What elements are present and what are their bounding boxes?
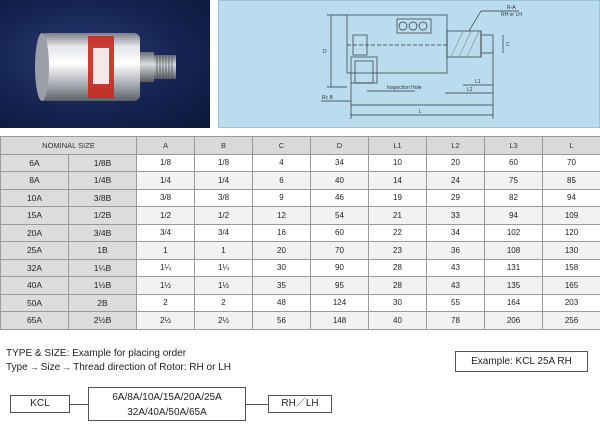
cell-size-a: 32A: [1, 259, 69, 277]
arrow-right-icon: →: [29, 362, 39, 372]
cell-d: 40: [311, 172, 369, 190]
cell-a: 3/4: [137, 224, 195, 242]
order-note-formula: [6, 362, 231, 373]
cell-a: 1/2: [137, 207, 195, 225]
cell-l1: 10: [369, 154, 427, 172]
cell-l2: 29: [427, 189, 485, 207]
table-row: [1, 242, 600, 260]
cell-l1: 23: [369, 242, 427, 260]
table-row: [1, 189, 600, 207]
cell-c: 6: [253, 172, 311, 190]
cell-size-a: 40A: [1, 277, 69, 295]
cell-b: 3/8: [195, 189, 253, 207]
drawing-dim-l1: L1: [475, 79, 481, 85]
thread-direction-box: RH／LH: [268, 395, 332, 413]
header-l2: L2: [427, 137, 485, 155]
cell-b: 3/4: [195, 224, 253, 242]
flow-connector: [70, 404, 88, 405]
table-row: [1, 224, 600, 242]
size-options-line1: 6A/8A/10A/15A/20A/25A: [112, 392, 222, 403]
formula-type: Type: [6, 362, 28, 373]
cell-a: 1½: [137, 277, 195, 295]
cell-d: 90: [311, 259, 369, 277]
cell-size-a: 65A: [1, 312, 69, 330]
table-row: [1, 172, 600, 190]
cell-size-a: 8A: [1, 172, 69, 190]
table-header-row: [1, 137, 600, 155]
cell-l3: 60: [485, 154, 543, 172]
header-l3: L3: [485, 137, 543, 155]
cell-a: 1: [137, 242, 195, 260]
spec-table: [0, 136, 600, 330]
cell-l: 120: [543, 224, 600, 242]
rotary-joint-photo: [0, 0, 210, 128]
table-row: [1, 277, 600, 295]
cell-l1: 40: [369, 312, 427, 330]
cell-l2: 34: [427, 224, 485, 242]
cell-l2: 36: [427, 242, 485, 260]
drawing-rotation-label: RH or LH: [501, 12, 522, 18]
cell-l3: 131: [485, 259, 543, 277]
header-d: D: [311, 137, 369, 155]
table-row: [1, 312, 600, 330]
type-box: KCL: [10, 395, 70, 413]
cell-l2: 43: [427, 277, 485, 295]
drawing-inspection-label: Inspection Hole: [387, 85, 422, 91]
table-row: [1, 207, 600, 225]
table-row: [1, 259, 600, 277]
cell-d: 124: [311, 294, 369, 312]
cell-size-b: 1/8B: [69, 154, 137, 172]
flow-connector: [246, 404, 268, 405]
header-c: C: [253, 137, 311, 155]
cell-l3: 82: [485, 189, 543, 207]
cell-l3: 75: [485, 172, 543, 190]
cell-l: 203: [543, 294, 600, 312]
cell-b: 1½: [195, 277, 253, 295]
cell-l3: 102: [485, 224, 543, 242]
cell-c: 48: [253, 294, 311, 312]
drawing-dim-c: C: [506, 42, 510, 48]
cell-l3: 206: [485, 312, 543, 330]
cell-d: 60: [311, 224, 369, 242]
cell-l2: 24: [427, 172, 485, 190]
cell-l1: 28: [369, 277, 427, 295]
cell-size-b: 2B: [69, 294, 137, 312]
cell-c: 9: [253, 189, 311, 207]
formula-thread: Thread direction of Rotor: RH or LH: [73, 362, 231, 373]
cell-l: 130: [543, 242, 600, 260]
cell-b: 1: [195, 242, 253, 260]
cell-a: 3/8: [137, 189, 195, 207]
cell-l3: 135: [485, 277, 543, 295]
cell-l: 158: [543, 259, 600, 277]
cell-l3: 94: [485, 207, 543, 225]
order-note-title: TYPE & SIZE: Example for placing order: [6, 348, 187, 359]
cell-d: 54: [311, 207, 369, 225]
cell-l: 165: [543, 277, 600, 295]
cell-size-a: 15A: [1, 207, 69, 225]
cell-l1: 14: [369, 172, 427, 190]
header-l1: L1: [369, 137, 427, 155]
cell-b: 1/4: [195, 172, 253, 190]
cell-size-b: 1/4B: [69, 172, 137, 190]
cell-d: 46: [311, 189, 369, 207]
cell-c: 56: [253, 312, 311, 330]
cell-l2: 78: [427, 312, 485, 330]
cell-a: 1/8: [137, 154, 195, 172]
header-l: L: [543, 137, 600, 155]
cell-l2: 33: [427, 207, 485, 225]
cell-size-b: 1B: [69, 242, 137, 260]
cell-l1: 30: [369, 294, 427, 312]
arrow-right-icon: →: [62, 362, 72, 372]
cell-a: 2½: [137, 312, 195, 330]
product-photo: [0, 0, 210, 128]
order-example-box: Example: KCL 25A RH: [455, 351, 588, 372]
formula-size: Size: [40, 362, 61, 373]
header-a: A: [137, 137, 195, 155]
drawing-dim-l: L: [419, 109, 422, 115]
cell-b: 2½: [195, 312, 253, 330]
cell-a: 2: [137, 294, 195, 312]
cell-l3: 164: [485, 294, 543, 312]
cell-size-a: 50A: [1, 294, 69, 312]
size-options-line2: 32A/40A/50A/65A: [127, 407, 207, 418]
cell-c: 12: [253, 207, 311, 225]
cell-l1: 22: [369, 224, 427, 242]
cell-size-a: 25A: [1, 242, 69, 260]
cell-a: 1¼: [137, 259, 195, 277]
cell-l2: 20: [427, 154, 485, 172]
cell-b: 1¼: [195, 259, 253, 277]
drawing-dim-d: D: [323, 49, 327, 55]
cell-a: 1/4: [137, 172, 195, 190]
drawing-thread-label: R-A: [507, 5, 516, 11]
cell-l2: 43: [427, 259, 485, 277]
cell-size-a: 6A: [1, 154, 69, 172]
drawing-dim-l2: L2: [467, 87, 473, 93]
table-row: [1, 154, 600, 172]
cell-l1: 21: [369, 207, 427, 225]
cell-b: 1/2: [195, 207, 253, 225]
cell-size-b: 1/2B: [69, 207, 137, 225]
header-nominal-size: NOMINAL SIZE: [1, 137, 137, 155]
cell-l: 94: [543, 189, 600, 207]
size-options-box: [88, 387, 246, 421]
cell-c: 30: [253, 259, 311, 277]
cell-l3: 108: [485, 242, 543, 260]
dimension-drawing-svg: [219, 1, 599, 127]
cell-size-b: 3/4B: [69, 224, 137, 242]
cell-size-b: 1¼B: [69, 259, 137, 277]
cell-d: 34: [311, 154, 369, 172]
cell-size-b: 2½B: [69, 312, 137, 330]
cell-size-b: 1½B: [69, 277, 137, 295]
drawing-rc-label: Rc B: [322, 95, 333, 101]
cell-d: 70: [311, 242, 369, 260]
header-b: B: [195, 137, 253, 155]
cell-size-a: 10A: [1, 189, 69, 207]
cell-c: 16: [253, 224, 311, 242]
cell-d: 148: [311, 312, 369, 330]
cell-b: 1/8: [195, 154, 253, 172]
cell-l1: 19: [369, 189, 427, 207]
cell-l: 85: [543, 172, 600, 190]
cell-l2: 55: [427, 294, 485, 312]
dimension-drawing: [218, 0, 600, 128]
cell-size-a: 20A: [1, 224, 69, 242]
cell-l: 256: [543, 312, 600, 330]
cell-l: 109: [543, 207, 600, 225]
cell-c: 35: [253, 277, 311, 295]
cell-c: 4: [253, 154, 311, 172]
cell-l: 70: [543, 154, 600, 172]
cell-c: 20: [253, 242, 311, 260]
cell-size-b: 3/8B: [69, 189, 137, 207]
cell-b: 2: [195, 294, 253, 312]
table-row: [1, 294, 600, 312]
cell-l1: 28: [369, 259, 427, 277]
cell-d: 95: [311, 277, 369, 295]
